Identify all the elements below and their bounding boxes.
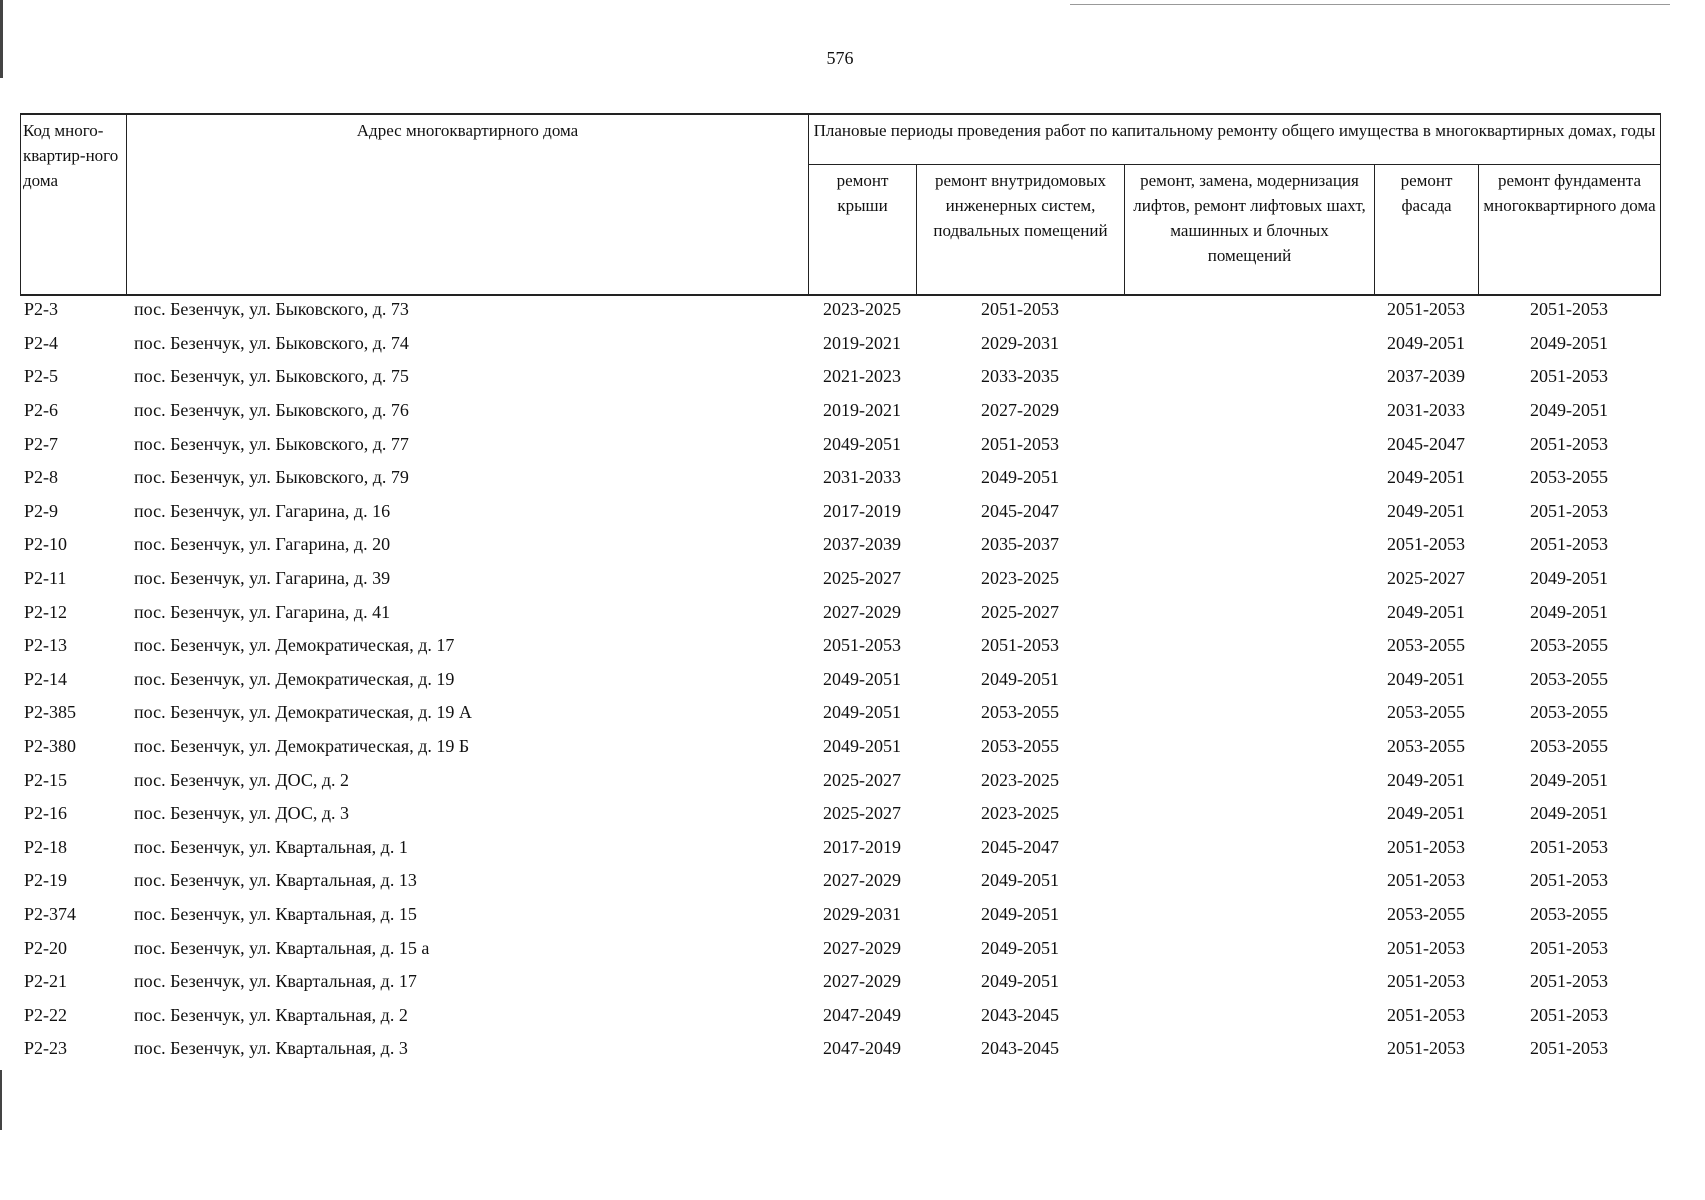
cell-facade: 2051-2053 [1387,534,1465,555]
scan-edge-mark [1070,4,1670,5]
cell-roof: 2049-2051 [823,702,901,723]
cell-elevators [1124,965,1374,999]
cell-foundation: 2051-2053 [1530,366,1608,387]
cell-engineering: 2023-2025 [981,769,1059,790]
cell-engineering: 2053-2055 [981,702,1059,723]
cell-facade: 2051-2053 [1387,1004,1465,1025]
cell-foundation: 2051-2053 [1530,500,1608,521]
cell-foundation: 2051-2053 [1530,1038,1608,1059]
cell-roof: 2021-2023 [823,366,901,387]
cell-address: пос. Безенчук, ул. Квартальная, д. 15 а [134,937,430,958]
cell-code: Р2-380 [24,736,77,757]
cell-elevators [1124,562,1374,596]
cell-code: Р2-18 [24,836,68,857]
cell-facade: 2053-2055 [1387,903,1465,924]
cell-code: Р2-6 [24,400,59,421]
cell-elevators [1124,629,1374,663]
cell-roof: 2049-2051 [823,736,901,757]
cell-code: Р2-22 [24,1004,68,1025]
table-row [20,763,1660,797]
cell-code: Р2-13 [24,635,68,656]
cell-facade: 2049-2051 [1387,668,1465,689]
cell-address: пос. Безенчук, ул. Демократическая, д. 19 Б [134,736,470,757]
cell-facade: 2049-2051 [1387,803,1465,824]
cell-code: Р2-385 [24,702,77,723]
cell-foundation: 2051-2053 [1530,433,1608,454]
cell-roof: 2019-2021 [823,400,901,421]
cell-facade: 2053-2055 [1387,736,1465,757]
cell-code: Р2-23 [24,1038,68,1059]
cell-elevators [1124,461,1374,495]
cell-facade: 2051-2053 [1387,937,1465,958]
cell-code: Р2-9 [24,500,59,521]
cell-foundation: 2053-2055 [1530,903,1608,924]
cell-elevators [1124,595,1374,629]
scan-edge-mark [0,1070,2,1130]
cell-elevators [1124,864,1374,898]
table-row [20,730,1660,764]
header-facade: ремонт фасада [1375,165,1479,296]
cell-code: Р2-374 [24,903,77,924]
cell-elevators [1124,528,1374,562]
header-foundation: ремонт фундамента многоквартирного дома [1479,165,1661,296]
cell-engineering: 2023-2025 [981,803,1059,824]
cell-facade: 2049-2051 [1387,769,1465,790]
cell-foundation: 2049-2051 [1530,400,1608,421]
cell-engineering: 2033-2035 [981,366,1059,387]
header-address: Адрес многоквартирного дома [127,114,809,295]
cell-foundation: 2051-2053 [1530,937,1608,958]
cell-address: пос. Безенчук, ул. ДОС, д. 3 [134,803,349,824]
cell-foundation: 2049-2051 [1530,568,1608,589]
cell-elevators [1124,427,1374,461]
cell-address: пос. Безенчук, ул. Быковского, д. 73 [134,299,409,320]
cell-engineering: 2035-2037 [981,534,1059,555]
header-code: Код много-квартир-ного дома [21,114,127,295]
cell-address: пос. Безенчук, ул. ДОС, д. 2 [134,769,349,790]
cell-code: Р2-14 [24,668,68,689]
cell-code: Р2-21 [24,971,68,992]
cell-foundation: 2049-2051 [1530,769,1608,790]
cell-facade: 2051-2053 [1387,870,1465,891]
cell-roof: 2025-2027 [823,568,901,589]
cell-roof: 2049-2051 [823,433,901,454]
cell-facade: 2051-2053 [1387,836,1465,857]
cell-address: пос. Безенчук, ул. Быковского, д. 79 [134,467,409,488]
cell-facade: 2049-2051 [1387,332,1465,353]
cell-foundation: 2051-2053 [1530,870,1608,891]
cell-roof: 2027-2029 [823,937,901,958]
cell-engineering: 2051-2053 [981,635,1059,656]
cell-roof: 2047-2049 [823,1004,901,1025]
cell-facade: 2049-2051 [1387,500,1465,521]
cell-foundation: 2051-2053 [1530,971,1608,992]
header-periods-title: Плановые периоды проведения работ по капитальному ремонту общего имущества в многоквартирных домах, годы [809,114,1661,165]
cell-facade: 2045-2047 [1387,433,1465,454]
cell-foundation: 2049-2051 [1530,332,1608,353]
table-row [20,696,1660,730]
table-row [20,797,1660,831]
cell-code: Р2-5 [24,366,59,387]
cell-code: Р2-4 [24,332,59,353]
cell-roof: 2025-2027 [823,769,901,790]
table-row [20,864,1660,898]
table-row [20,327,1660,361]
cell-roof: 2031-2033 [823,467,901,488]
cell-facade: 2051-2053 [1387,1038,1465,1059]
cell-elevators [1124,293,1374,327]
cell-engineering: 2049-2051 [981,668,1059,689]
table-row [20,461,1660,495]
cell-roof: 2027-2029 [823,601,901,622]
cell-roof: 2023-2025 [823,299,901,320]
cell-foundation: 2051-2053 [1530,299,1608,320]
page-number: 576 [826,48,854,68]
cell-engineering: 2043-2045 [981,1004,1059,1025]
cell-address: пос. Безенчук, ул. Квартальная, д. 15 [134,903,417,924]
cell-engineering: 2049-2051 [981,467,1059,488]
cell-address: пос. Безенчук, ул. Квартальная, д. 1 [134,836,408,857]
cell-code: Р2-12 [24,601,68,622]
table-row [20,931,1660,965]
cell-engineering: 2049-2051 [981,937,1059,958]
table-row [20,595,1660,629]
cell-address: пос. Безенчук, ул. Квартальная, д. 2 [134,1004,408,1025]
cell-facade: 2025-2027 [1387,568,1465,589]
cell-engineering: 2025-2027 [981,601,1059,622]
cell-roof: 2049-2051 [823,668,901,689]
cell-address: пос. Безенчук, ул. Быковского, д. 77 [134,433,409,454]
header-roof: ремонт крыши [809,165,917,296]
cell-engineering: 2049-2051 [981,971,1059,992]
cell-address: пос. Безенчук, ул. Демократическая, д. 19 А [134,702,472,723]
cell-facade: 2031-2033 [1387,400,1465,421]
cell-elevators [1124,495,1374,529]
table-row [20,1032,1660,1066]
cell-code: Р2-3 [24,299,59,320]
cell-roof: 2019-2021 [823,332,901,353]
table-header [20,113,1661,296]
cell-foundation: 2049-2051 [1530,601,1608,622]
cell-engineering: 2051-2053 [981,299,1059,320]
cell-address: пос. Безенчук, ул. Гагарина, д. 41 [134,601,391,622]
cell-code: Р2-8 [24,467,59,488]
table-row [20,360,1660,394]
cell-engineering: 2023-2025 [981,568,1059,589]
table-row [20,898,1660,932]
cell-facade: 2051-2053 [1387,299,1465,320]
cell-elevators [1124,763,1374,797]
cell-roof: 2027-2029 [823,870,901,891]
cell-address: пос. Безенчук, ул. Демократическая, д. 17 [134,635,455,656]
cell-code: Р2-10 [24,534,68,555]
header-elevators: ремонт, замена, модернизация лифтов, ремонт лифтовых шахт, машинных и блочных помещений [1125,165,1375,296]
table-row [20,998,1660,1032]
table-row [20,629,1660,663]
cell-address: пос. Безенчук, ул. Быковского, д. 75 [134,366,409,387]
table-row [20,663,1660,697]
cell-elevators [1124,797,1374,831]
cell-foundation: 2051-2053 [1530,1004,1608,1025]
table-row [20,965,1660,999]
cell-facade: 2049-2051 [1387,601,1465,622]
cell-engineering: 2029-2031 [981,332,1059,353]
cell-elevators [1124,360,1374,394]
cell-engineering: 2043-2045 [981,1038,1059,1059]
cell-roof: 2051-2053 [823,635,901,656]
cell-elevators [1124,898,1374,932]
cell-foundation: 2053-2055 [1530,467,1608,488]
cell-roof: 2029-2031 [823,903,901,924]
cell-foundation: 2051-2053 [1530,836,1608,857]
cell-elevators [1124,831,1374,865]
table-row [20,293,1660,327]
cell-address: пос. Безенчук, ул. Быковского, д. 76 [134,400,409,421]
cell-code: Р2-19 [24,870,68,891]
cell-facade: 2049-2051 [1387,467,1465,488]
cell-address: пос. Безенчук, ул. Быковского, д. 74 [134,332,409,353]
cell-engineering: 2027-2029 [981,400,1059,421]
table-row [20,427,1660,461]
table-row [20,528,1660,562]
cell-code: Р2-7 [24,433,59,454]
cell-engineering: 2053-2055 [981,736,1059,757]
cell-code: Р2-20 [24,937,68,958]
cell-foundation: 2051-2053 [1530,534,1608,555]
cell-elevators [1124,394,1374,428]
cell-code: Р2-16 [24,803,68,824]
cell-foundation: 2053-2055 [1530,702,1608,723]
cell-elevators [1124,998,1374,1032]
cell-foundation: 2053-2055 [1530,736,1608,757]
header-engineering: ремонт внутридомовых инженерных систем, подвальных помещений [917,165,1125,296]
cell-address: пос. Безенчук, ул. Квартальная, д. 3 [134,1038,408,1059]
cell-facade: 2051-2053 [1387,971,1465,992]
cell-code: Р2-15 [24,769,68,790]
table-row [20,495,1660,529]
cell-roof: 2037-2039 [823,534,901,555]
cell-elevators [1124,1032,1374,1066]
table-row [20,831,1660,865]
cell-facade: 2053-2055 [1387,702,1465,723]
cell-address: пос. Безенчук, ул. Гагарина, д. 16 [134,500,391,521]
cell-engineering: 2045-2047 [981,500,1059,521]
cell-engineering: 2045-2047 [981,836,1059,857]
cell-foundation: 2053-2055 [1530,635,1608,656]
cell-roof: 2027-2029 [823,971,901,992]
cell-engineering: 2049-2051 [981,903,1059,924]
table-row [20,394,1660,428]
cell-engineering: 2049-2051 [981,870,1059,891]
cell-roof: 2025-2027 [823,803,901,824]
cell-roof: 2047-2049 [823,1038,901,1059]
cell-roof: 2017-2019 [823,836,901,857]
cell-elevators [1124,931,1374,965]
cell-foundation: 2049-2051 [1530,803,1608,824]
cell-elevators [1124,696,1374,730]
cell-address: пос. Безенчук, ул. Демократическая, д. 19 [134,668,455,689]
cell-code: Р2-11 [24,568,67,589]
cell-address: пос. Безенчук, ул. Квартальная, д. 13 [134,870,417,891]
cell-elevators [1124,663,1374,697]
cell-engineering: 2051-2053 [981,433,1059,454]
table-body [20,293,1660,1066]
cell-roof: 2017-2019 [823,500,901,521]
cell-facade: 2037-2039 [1387,366,1465,387]
table-row [20,562,1660,596]
cell-elevators [1124,730,1374,764]
cell-elevators [1124,327,1374,361]
cell-address: пос. Безенчук, ул. Гагарина, д. 39 [134,568,391,589]
cell-address: пос. Безенчук, ул. Гагарина, д. 20 [134,534,391,555]
cell-address: пос. Безенчук, ул. Квартальная, д. 17 [134,971,417,992]
cell-facade: 2053-2055 [1387,635,1465,656]
cell-foundation: 2053-2055 [1530,668,1608,689]
